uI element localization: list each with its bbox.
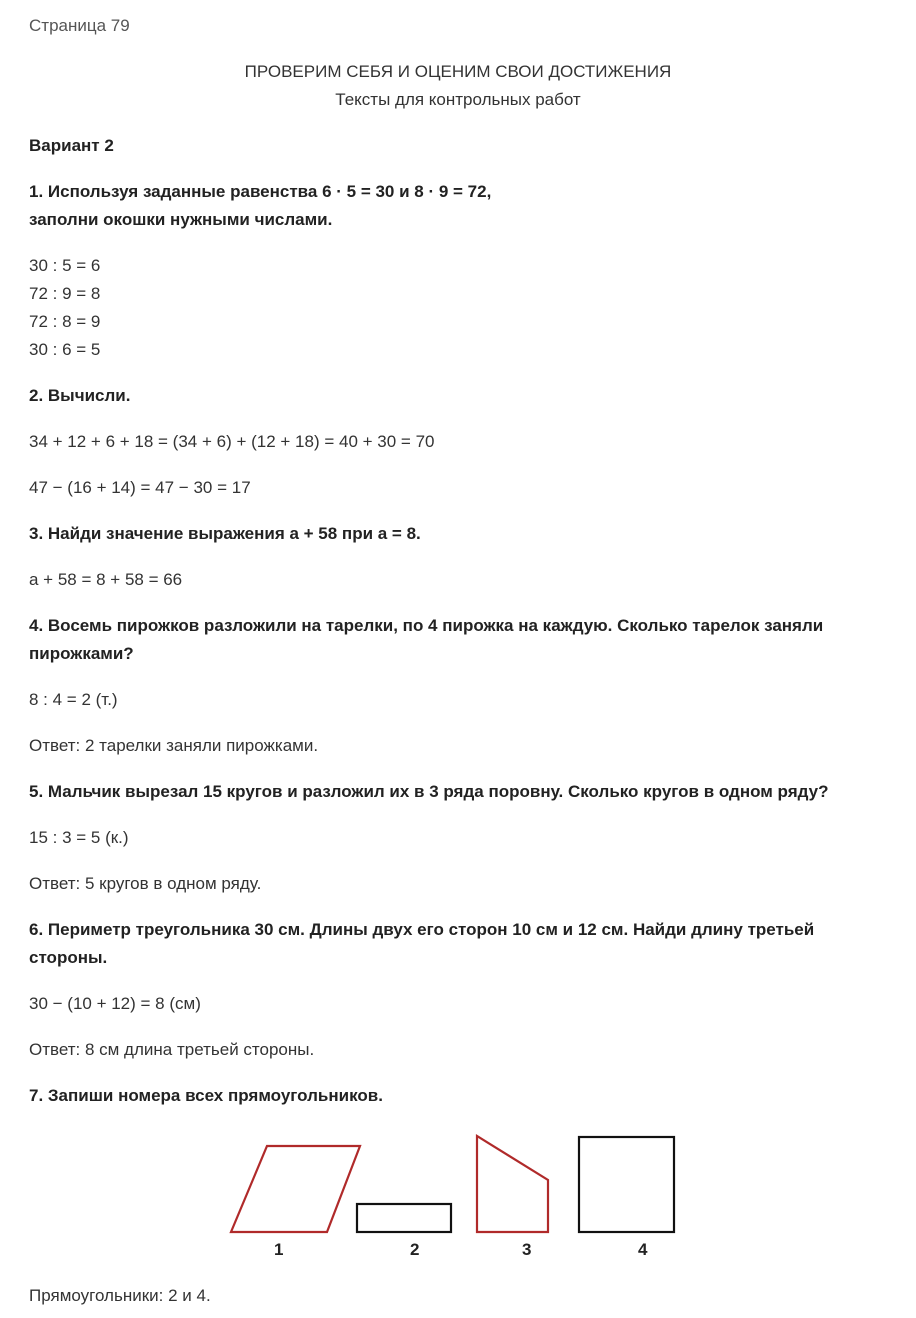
task2-question: 2. Вычисли.	[29, 386, 131, 405]
task5-question: 5. Мальчик вырезал 15 кругов и разложил их в 3 ряда поровну. Сколько кругов в одном ряду?	[29, 782, 829, 801]
task5-answer: Ответ: 5 кругов в одном ряду.	[29, 874, 262, 893]
square-shape-4	[579, 1137, 674, 1232]
task7-answer: Прямоугольники: 2 и 4.	[29, 1286, 211, 1305]
task1-answer-line: 30 : 6 = 5	[29, 340, 101, 359]
shapes-drawing	[222, 1128, 692, 1238]
task1-answer-line: 30 : 5 = 6	[29, 256, 101, 275]
task4-question-line2: пирожками?	[29, 644, 134, 663]
task7-question: 7. Запиши номера всех прямоугольников.	[29, 1086, 383, 1105]
page-subtitle: Тексты для контрольных работ	[335, 90, 581, 109]
page-label: Страница 79	[29, 16, 130, 35]
shape-label-1: 1	[274, 1240, 284, 1259]
task1-answer-line: 72 : 9 = 8	[29, 284, 101, 303]
task6-question-line1: 6. Периметр треугольника 30 см. Длины двух его сторон 10 см и 12 см. Найди длину третьей	[29, 920, 815, 939]
quadrilateral-shape-3	[477, 1136, 548, 1232]
task4-calculation: 8 : 4 = 2 (т.)	[29, 690, 118, 709]
task6-calculation: 30 − (10 + 12) = 8 (см)	[29, 994, 201, 1013]
task4-question-line1: 4. Восемь пирожков разложили на тарелки, по 4 пирожка на каждую. Сколько тарелок заняли	[29, 616, 824, 635]
task4-answer: Ответ: 2 тарелки заняли пирожками.	[29, 736, 319, 755]
task1-answer-line: 72 : 8 = 9	[29, 312, 101, 331]
task6-answer: Ответ: 8 см длина третьей стороны.	[29, 1040, 315, 1059]
parallelogram-shape-1	[231, 1146, 360, 1232]
page-title: ПРОВЕРИМ СЕБЯ И ОЦЕНИМ СВОИ ДОСТИЖЕНИЯ	[244, 62, 672, 81]
task1-question-line2: заполни окошки нужными числами.	[29, 210, 333, 229]
rectangle-shape-2	[357, 1204, 451, 1232]
task6-question-line2: стороны.	[29, 948, 108, 967]
task2-answer-1: 34 + 12 + 6 + 18 = (34 + 6) + (12 + 18) = 40 + 30 = 70	[29, 432, 435, 451]
variant-heading: Вариант 2	[29, 136, 114, 155]
task3-question: 3. Найди значение выражения а + 58 при а = 8.	[29, 524, 421, 543]
shape-label-2: 2	[410, 1240, 420, 1259]
shape-label-4: 4	[638, 1240, 648, 1259]
shape-label-3: 3	[522, 1240, 532, 1259]
shapes-figure	[222, 1128, 692, 1268]
task1-question-line1: 1. Используя заданные равенства 6 · 5 = 30 и 8 · 9 = 72,	[29, 182, 492, 201]
task3-answer: а + 58 = 8 + 58 = 66	[29, 570, 183, 589]
task5-calculation: 15 : 3 = 5 (к.)	[29, 828, 129, 847]
task2-answer-2: 47 − (16 + 14) = 47 − 30 = 17	[29, 478, 251, 497]
